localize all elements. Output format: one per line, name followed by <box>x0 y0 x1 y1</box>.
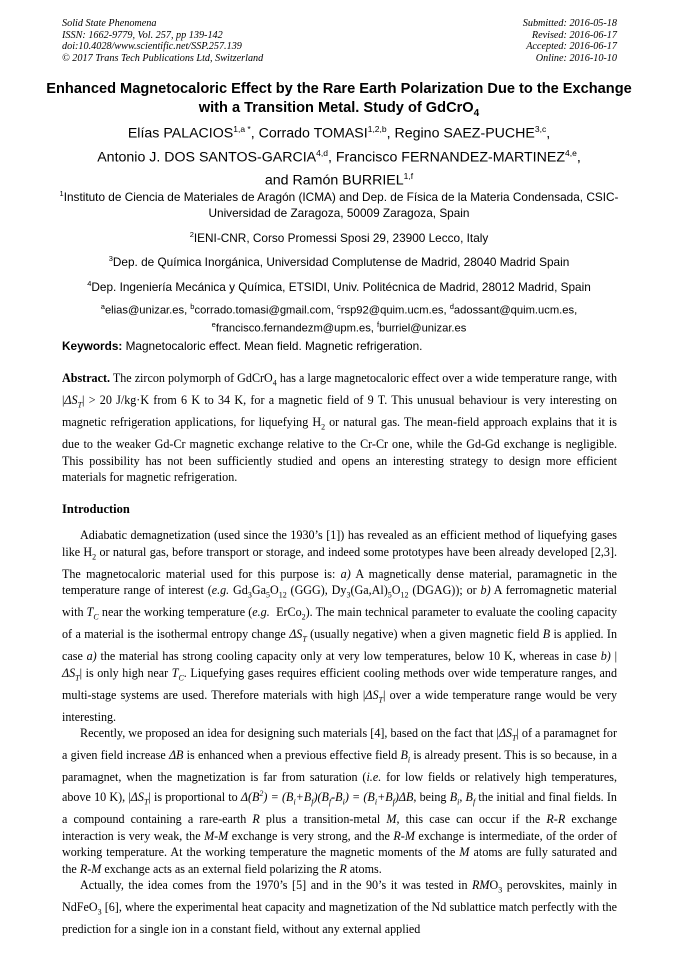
keywords: Keywords: Magnetocaloric effect. Mean field. Magnetic refrigeration. <box>62 339 423 353</box>
journal-copyright: © 2017 Trans Tech Publications Ltd, Switzerland <box>62 52 264 64</box>
journal-issn: ISSN: 1662-9779, Vol. 257, pp 139-142 <box>62 29 223 41</box>
date-accepted: Accepted: 2016-06-17 <box>526 41 617 52</box>
email-f[interactable]: burriel@unizar.es <box>379 323 467 336</box>
author-emails: $^a$elias@unizar.es, $^b$corrado.tomasi@gmail.com, $^c$rsp92@quim.ucm.es, $^d$adossant@quim.ucm.es, $^e$francisco.fernandezm@upm.es, $^f$burriel@unizar.es <box>100 302 578 336</box>
date-revised: Revised: 2016-06-17 <box>531 29 617 41</box>
affiliation-3: $^3$Dep. de Química Inorgánica, Universidad Complutense de Madrid, 28040 Madrid Spain <box>108 254 570 270</box>
affiliation-1: $^1$Instituto de Ciencia de Materiales de Aragón (ICMA) and Dep. de Física de la Materia Condensada, CSIC-Universidad de Zaragoza, 50009 Zaragoza, Spain <box>59 189 619 221</box>
affiliations <box>50 186 628 337</box>
email-e[interactable]: francisco.fernandezm@upm.es, <box>215 323 378 336</box>
journal-info <box>62 18 263 64</box>
publication-dates <box>523 18 617 64</box>
author-list: Elías $PALACIOS^{1,a *}$, Corrado TOMASI$^{1,2,b}$, Regino SAEZ-PUCHE$^{3,c}$, Antonio J. DOS SANTOS-GARCIA$^{4,d}$, Francisco FERNANDEZ-MARTINEZ$^{4,e}$, and Ramón BURRIEL$^{1,f}$ <box>97 124 581 190</box>
date-submitted: Submitted: 2016-05-18 <box>522 18 617 29</box>
introduction-text: Adiabatic demagnetization (used since the 1930’s [1]) has revealed as an efficient method of liquefying gases like $H_2$ or natural gas, before transport or storage, and indeed some prototypes have been already developed [2,3]. The magnetocaloric material used for this purpose is: a) A magnetically dense material, paramagnetic in the temperature range of interest (e.g. $Gd_3Ga_5O_{12}$ (GGG), $Dy_3(Ga,Al)_5O_{12}$ (DGAG)); or b) A ferromagnetic material with $T_C$ near the working temperature (e.g. ErCo$_2$). The main technical parameter to evaluate the cooling capacity of a material is the isothermal entropy change $\Delta S_T$ (usually negative) when a given magnetic field B is applied. In case a) the material has strong cooling capacity only at very low temperatures, below 10 K, whereas in case b) $|\Delta S_T|$ is only high near $T_C$. Liquefying gases requires efficient cooling methods over wide temperature ranges, and multi-stage systems are used. Therefore materials with high $|\Delta S_T|$ over a wide temperature range would be very interesting. Recently, we proposed an idea for designing such materials [4], based on the fact that $|\Delta S_T|$ of a paramagnet for a given field increase ΔB is enhanced when a previous effective field $B_i$ is already present. This is so because, in a paramagnet, when the magnetization is far from saturation (i.e. for low fields or relatively high temperatures, above 10 K), $|\Delta S_T|$ is proportional to $\Delta(B^2) = (B_i+B_f)(B_f-B_i) = (B_i+B_f)\Delta B$, being $B_i$, $B_f$ the initial and final fields. In a compound containing a rare-earth R plus a transition-metal M, this case can occur if the R-R exchange interaction is very weak, the M-M exchange is very strong, and the R-M exchange is intermediate, of the order of working temperature. At the working temperature the magnetic moments of the M atoms are fully saturated and the R-M exchange acts as an external field polarizing the R atoms. Actually, the idea comes from the 1970’s [5] and in the 90’s it was tested in $RMO_3$ perovskites, mainly in NdFeO$_3$ [6], where the experimental heat capacity and magnetization of the Nd sublattice match perfectly with the prediction for a single ion in a constant field, without any external applied <box>62 528 618 937</box>
journal-doi: doi:10.4028/www.scientific.net/SSP.257.139 <box>62 41 242 52</box>
section-heading-introduction: Introduction <box>62 502 130 516</box>
email-b[interactable]: corrado.tomasi@gmail.com, <box>194 304 338 317</box>
abstract: Abstract. The zircon polymorph of GdCrO$_4$ has a large magnetocaloric effect over a wide temperature range, with $|\Delta S_T| > 20$ J/kg·K from 6 K to 34 K, for a magnetic field of 9 T. This unusual behaviour is very interesting on magnetic refrigeration applications, for liquefying $H_2$ or natural gas. The mean-field approach explains that it is due to the weaker Gd-Cr magnetic exchange relative to the Cr-Cr one, while the Gd-Gd exchange is negligible. This possibility has not been sufficiently studied and opens an interesting strategy to design more efficient materials for magnetic refrigeration. <box>62 371 617 485</box>
affiliation-4: $^4$Dep. Ingeniería Mecánica y Química, ETSIDI, Univ. Politécnica de Madrid, 28012 Madrid, Spain <box>87 278 591 294</box>
date-online: Online: 2016-10-10 <box>535 52 617 64</box>
paper-title: Enhanced Magnetocaloric Effect by the Rare Earth Polarization Due to the Exchange with a Transition Metal. Study of GdCrO$_4$ <box>46 81 632 119</box>
affiliation-2: $^2$IENI-CNR, Corso Promessi Sposi 29, 23900 Lecco, Italy <box>189 229 489 245</box>
email-a[interactable]: elias@unizar.es, <box>104 304 191 317</box>
journal-name: Solid State Phenomena <box>62 18 157 29</box>
email-c[interactable]: rsp92@quim.ucm.es, <box>340 304 450 317</box>
email-d[interactable]: adossant@quim.ucm.es, <box>453 304 578 317</box>
